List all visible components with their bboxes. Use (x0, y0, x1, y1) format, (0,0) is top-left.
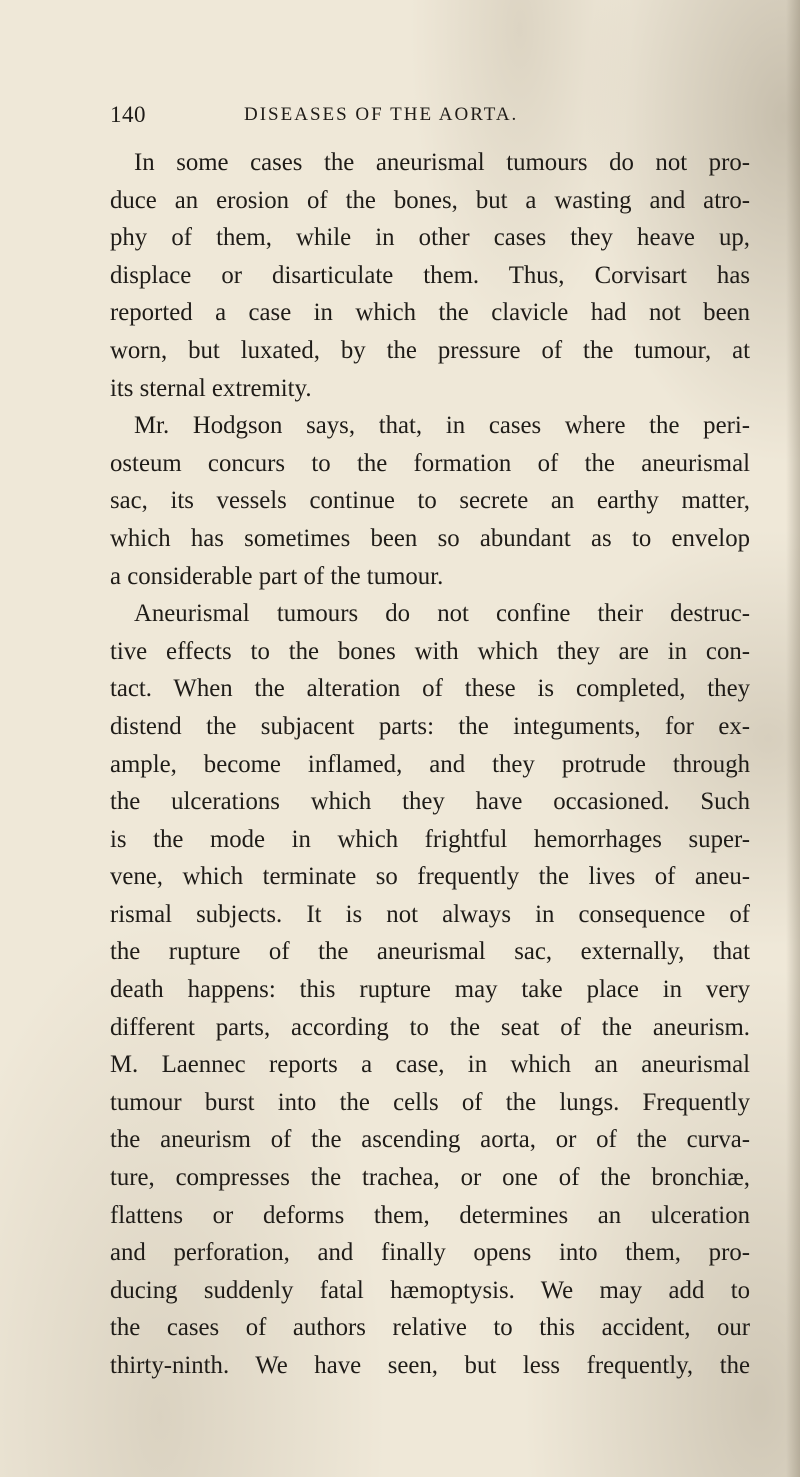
text-line: the cases of authors relative to this accident, our (110, 1314, 750, 1342)
page-header (110, 102, 710, 136)
text-line: sac, its vessels continue to secrete an earthy matter, (110, 487, 750, 515)
text-line: is the mode in which frightful hemorrhages super- (110, 825, 750, 853)
text-line: distend the subjacent parts: the integuments, for ex- (110, 712, 750, 740)
text-line: which has sometimes been so abundant as to envelop (110, 524, 750, 552)
text-line: osteum concurs to the formation of the aneurismal (110, 449, 750, 477)
text-line: ample, become inflamed, and they protrude through (110, 750, 750, 778)
page-edge-shadow (786, 0, 800, 1477)
text-line: the rupture of the aneurismal sac, externally, that (110, 938, 750, 966)
text-line: flattens or deforms them, determines an ulceration (110, 1201, 750, 1229)
page-number: 140 (110, 102, 146, 127)
text-line: reported a case in which the clavicle had not been (110, 299, 750, 327)
text-line: displace or disarticulate them. Thus, Corvisart has (110, 261, 750, 289)
text-line: the aneurism of the ascending aorta, or of the curva- (110, 1126, 750, 1154)
text-line: different parts, according to the seat of the aneurism. (110, 1013, 750, 1041)
text-line: tumour burst into the cells of the lungs. Frequently (110, 1088, 750, 1116)
text-line: Mr. Hodgson says, that, in cases where the peri- (134, 412, 750, 440)
text-line: and perforation, and finally opens into them, pro- (110, 1239, 750, 1267)
text-line: rismal subjects. It is not always in consequence of (110, 900, 750, 928)
running-title: DISEASES OF THE AORTA. (244, 104, 519, 125)
text-line: thirty-ninth. We have seen, but less frequently, the (110, 1352, 750, 1379)
text-line: the ulcerations which they have occasioned. Such (110, 788, 750, 816)
body-text (110, 144, 750, 1385)
text-line: ducing suddenly fatal hæmoptysis. We may add to (110, 1276, 750, 1304)
text-line: tact. When the alteration of these is completed, they (110, 675, 750, 703)
text-line: vene, which terminate so frequently the lives of aneu- (110, 863, 750, 891)
text-line: death happens: this rupture may take place in very (110, 976, 750, 1004)
text-line: ture, compresses the trachea, or one of the bronchiæ, (110, 1164, 750, 1192)
text-line: In some cases the aneurismal tumours do not pro- (134, 149, 750, 176)
text-line: worn, but luxated, by the pressure of the tumour, at (110, 336, 750, 364)
text-line: phy of them, while in other cases they heave up, (110, 224, 750, 252)
text-line: duce an erosion of the bones, but a wasting and atro- (110, 186, 750, 214)
text-line: Aneurismal tumours do not confine their destruc- (134, 600, 750, 628)
text-line: tive effects to the bones with which they are in con- (110, 637, 750, 665)
text-line: M. Laennec reports a case, in which an aneurismal (110, 1051, 750, 1079)
text-line: its sternal extremity. (110, 374, 312, 402)
text-line: a considerable part of the tumour. (110, 562, 444, 590)
